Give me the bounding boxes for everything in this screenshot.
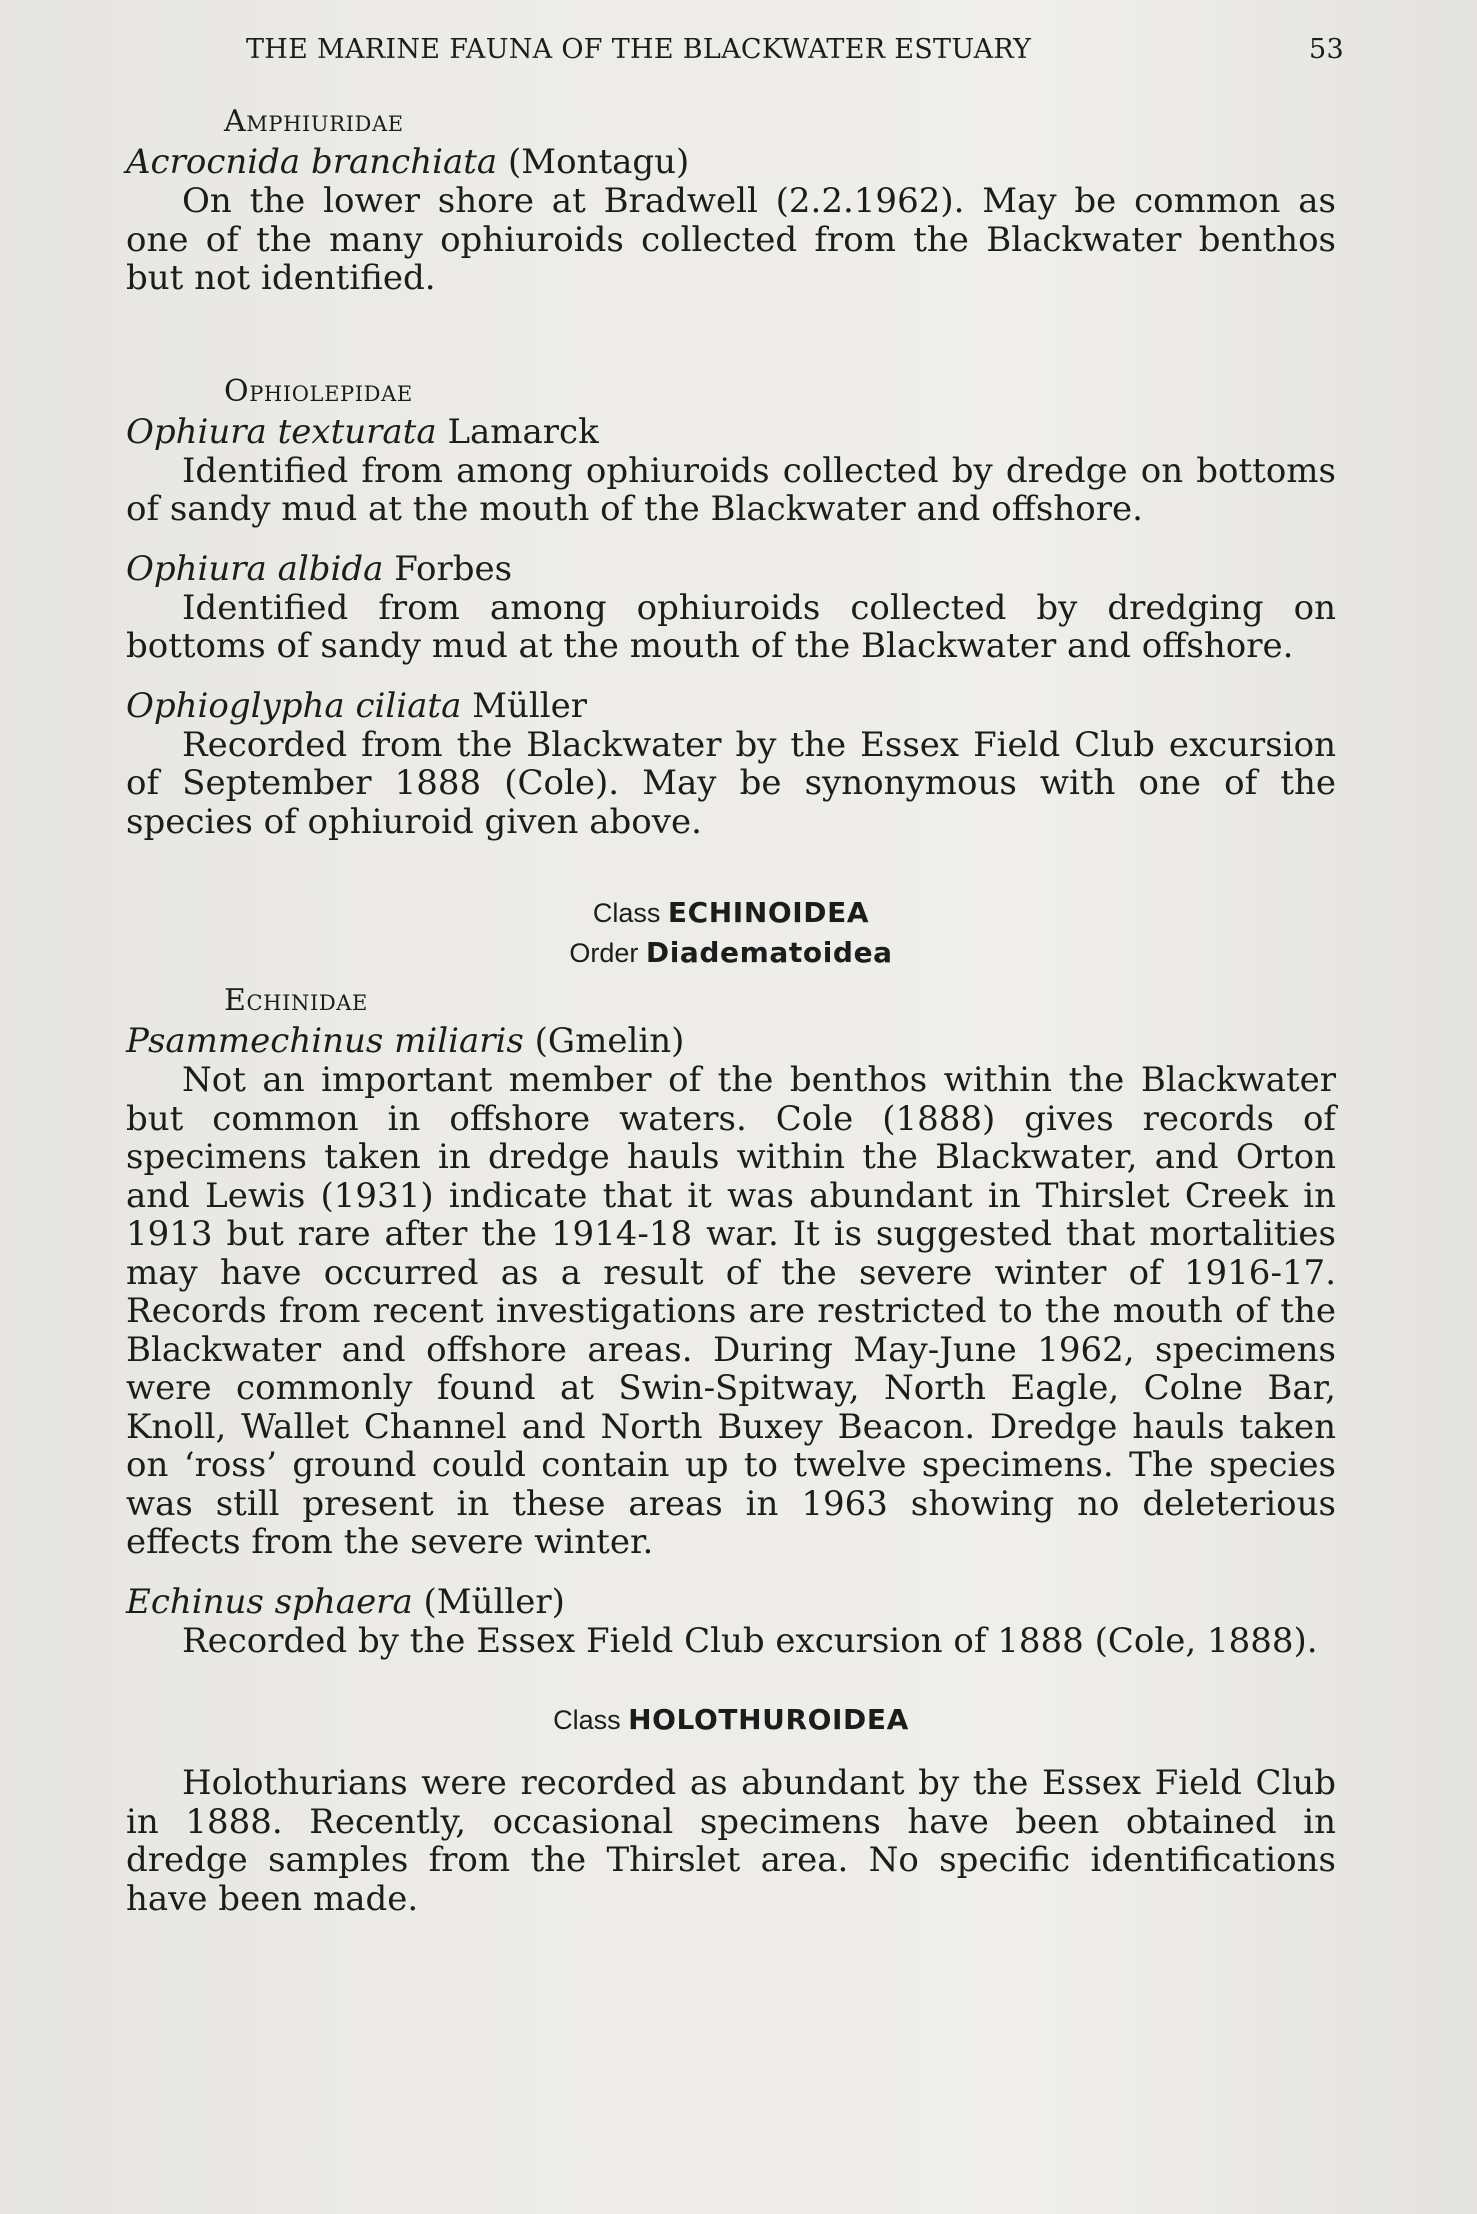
species-description: Recorded by the Essex Field Club excursion of 1888 (Cole, 1888).	[182, 1620, 1318, 1661]
species-authority: (Montagu)	[508, 142, 690, 182]
species-heading-ophiura-albida	[126, 549, 1336, 589]
family-heading-amphiuridae: Amphiuridae	[224, 104, 404, 139]
holothuroidea-description: Holothurians were recorded as abundant by the Essex Field Club in 1888. Recently, occasional specimens have been obtained in dredge samples from the Thirslet area. No specific identifications have been made.	[126, 1763, 1336, 1919]
species-latin-name: Echinus sphaera	[126, 1581, 413, 1622]
species-description: On the lower shore at Bradwell (2.2.1962). May be common as one of the many ophiuroids collected from the Blackwater benthos but not identified.	[126, 181, 1336, 298]
class-name: HOLOTHUROIDEA	[628, 1703, 909, 1736]
species-latin-name: Ophioglypha ciliata	[126, 685, 462, 726]
species-heading-acrocnida	[126, 142, 1336, 182]
species-latin-name: Ophiura texturata	[126, 411, 437, 452]
order-heading-diadematoidea	[126, 933, 1336, 973]
family-heading-echinidae: Echinidae	[224, 983, 368, 1018]
page-number: 53	[1309, 34, 1344, 65]
species-latin-name: Ophiura albida	[126, 548, 384, 589]
class-label: Class	[592, 898, 661, 928]
species-description: Identified from among ophiuroids collected by dredging on bottoms of sandy mud at the mouth of the Blackwater and offshore.	[126, 587, 1336, 666]
order-label: Order	[569, 938, 639, 968]
species-authority: (Müller)	[423, 1581, 565, 1622]
species-authority: Forbes	[394, 548, 513, 589]
species-latin-name: Acrocnida branchiata	[126, 142, 498, 182]
species-authority: Lamarck	[447, 411, 599, 452]
species-description: Not an important member of the benthos within the Blackwater but common in offshore waters. Cole (1888) gives records of specimens taken in dredge hauls within the Blackwater, and Orton and Lewis (1931) indicate that it was abundant in Thirslet Creek in 1913 but rare after the 1914-18 war. It is suggested that mortalities may have occurred as a result of the severe winter of 1916-17. Records from recent investigations are restricted to the mouth of the Blackwater and offshore areas. During May-June 1962, specimens were commonly found at Swin-Spitway, North Eagle, Colne Bar, Knoll, Wallet Channel and North Buxey Beacon. Dredge hauls taken on ‘ross’ ground could contain up to twelve specimens. The species was still present in these areas in 1963 showing no deleterious effects from the severe winter.	[126, 1060, 1336, 1562]
running-head	[126, 30, 1344, 74]
species-heading-echinus	[126, 1582, 1336, 1622]
species-heading-psammechinus	[126, 1021, 1336, 1061]
species-heading-ophiura-texturata	[126, 412, 1336, 452]
family-heading-ophiolepidae: Ophiolepidae	[224, 373, 413, 409]
species-latin-name: Psammechinus miliaris	[126, 1021, 524, 1061]
species-authority: Müller	[472, 685, 587, 726]
class-name: ECHINOIDEA	[667, 896, 870, 929]
order-name: Diadematoidea	[645, 936, 893, 969]
species-description: Recorded from the Blackwater by the Essex Field Club excursion of September 1888 (Cole). May be synonymous with one of the species of ophiuroid given above.	[126, 724, 1336, 842]
species-heading-ophioglypha	[126, 686, 1336, 726]
class-label: Class	[553, 1705, 621, 1735]
class-heading-echinoidea	[126, 893, 1336, 933]
running-title: THE MARINE FAUNA OF THE BLACKWATER ESTUARY	[246, 34, 1032, 65]
page-content	[126, 30, 1344, 1919]
species-description: Identified from among ophiuroids collected by dredge on bottoms of sandy mud at the mouth of the Blackwater and offshore.	[126, 450, 1336, 529]
class-heading-holothuroidea	[126, 1700, 1336, 1740]
species-authority: (Gmelin)	[534, 1021, 685, 1061]
